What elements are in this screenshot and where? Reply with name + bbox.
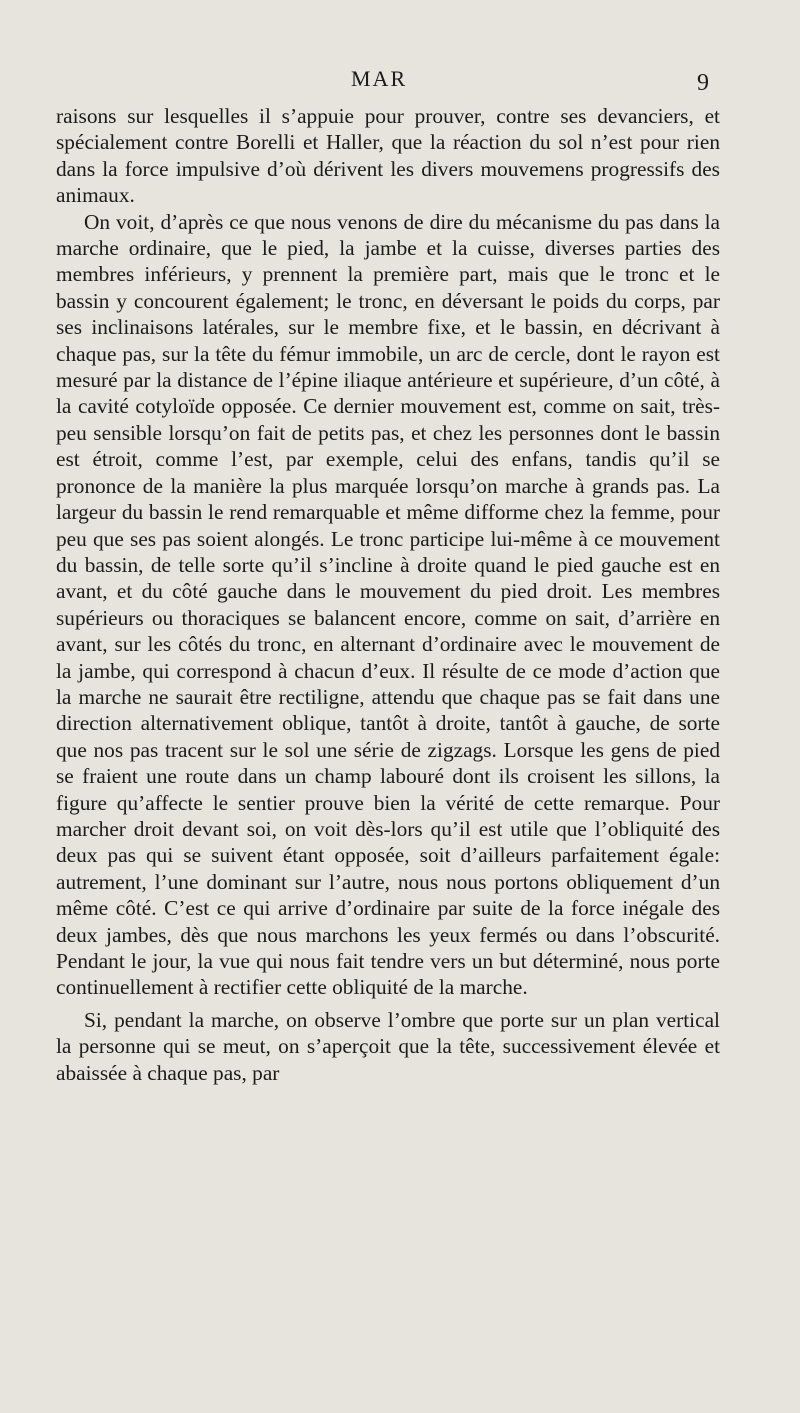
page-number: 9 bbox=[697, 70, 709, 96]
paragraph-3: Si, pendant la marche, on observe l’ombre que porte sur un plan vertical la personne qui se meut, on s’aperçoit que la tête, successivement élevée et abaissée à chaque pas, par bbox=[56, 1007, 720, 1085]
running-head bbox=[0, 66, 800, 94]
paragraph-2: On voit, d’après ce que nous venons de dire du mécanisme du pas dans la marche ordinaire, que le pied, la jambe et la cuisse, diverses parties des membres inférieurs, y prennent la première part, mais que le tronc et le bassin y concourent également; le tronc, en déversant le poids du corps, par ses inclinaisons latérales, sur le membre fixe, et le bassin, en décrivant à chaque pas, sur la tête du fémur immobile, un arc de cercle, dont le rayon est mesuré par la distance de l’épine iliaque antérieure et supérieure, d’un côté, à la cavité cotyloïde opposée. Ce dernier mouvement est, comme on sait, très-peu sensible lorsqu’on fait de petits pas, et chez les personnes dont le bassin est étroit, comme l’est, par exemple, celui des enfans, tandis qu’il se prononce de la manière la plus marquée lorsqu’on marche à grands pas. La largeur du bassin le rend remarquable et même difforme chez la femme, pour peu que ses pas soient alongés. Le tronc participe lui-même à ce mouvement du bassin, de telle sorte qu’il s’incline à droite quand le pied gauche est en avant, et du côté gauche dans le mouvement du pied droit. Les membres supérieurs ou thoraciques se balancent encore, comme on sait, d’arrière en avant, sur les côtés du tronc, en alternant d’ordinaire avec le mouvement de la jambe, qui correspond à chacun d’eux. Il résulte de ce mode d’action que la marche ne saurait être rectiligne, attendu que chaque pas se fait dans une direction alternativement oblique, tantôt à droite, tantôt à gauche, de sorte que nos pas tracent sur le sol une série de zigzags. Lorsque les gens de pied se fraient une route dans un champ labouré dont ils croisent les sillons, la figure qu’affecte le sentier prouve bien la vérité de cette remarque. Pour marcher droit devant soi, on voit dès-lors qu’il est utile que l’obliquité des deux pas qui se suivent étant opposée, soit d’ailleurs parfaitement égale: autrement, l’une dominant sur l’autre, nous nous portons obliquement d’un même côté. C’est ce qui arrive d’ordinaire par suite de la force inégale des deux jambes, dès que nous marchons les yeux fermés ou dans l’obscurité. Pendant le jour, la vue qui nous fait tendre vers un but déterminé, nous porte continuellement à rectifier cette obliquité de la marche. bbox=[56, 209, 720, 1000]
paragraph-1: raisons sur lesquelles il s’appuie pour prouver, contre ses devanciers, et spécialement contre Borelli et Haller, que la réaction du sol n’est pour rien dans la force impulsive d’où dérivent les divers mouvemens progressifs des animaux. bbox=[56, 104, 720, 208]
running-title: MAR bbox=[351, 66, 408, 91]
body-text bbox=[56, 103, 720, 1086]
